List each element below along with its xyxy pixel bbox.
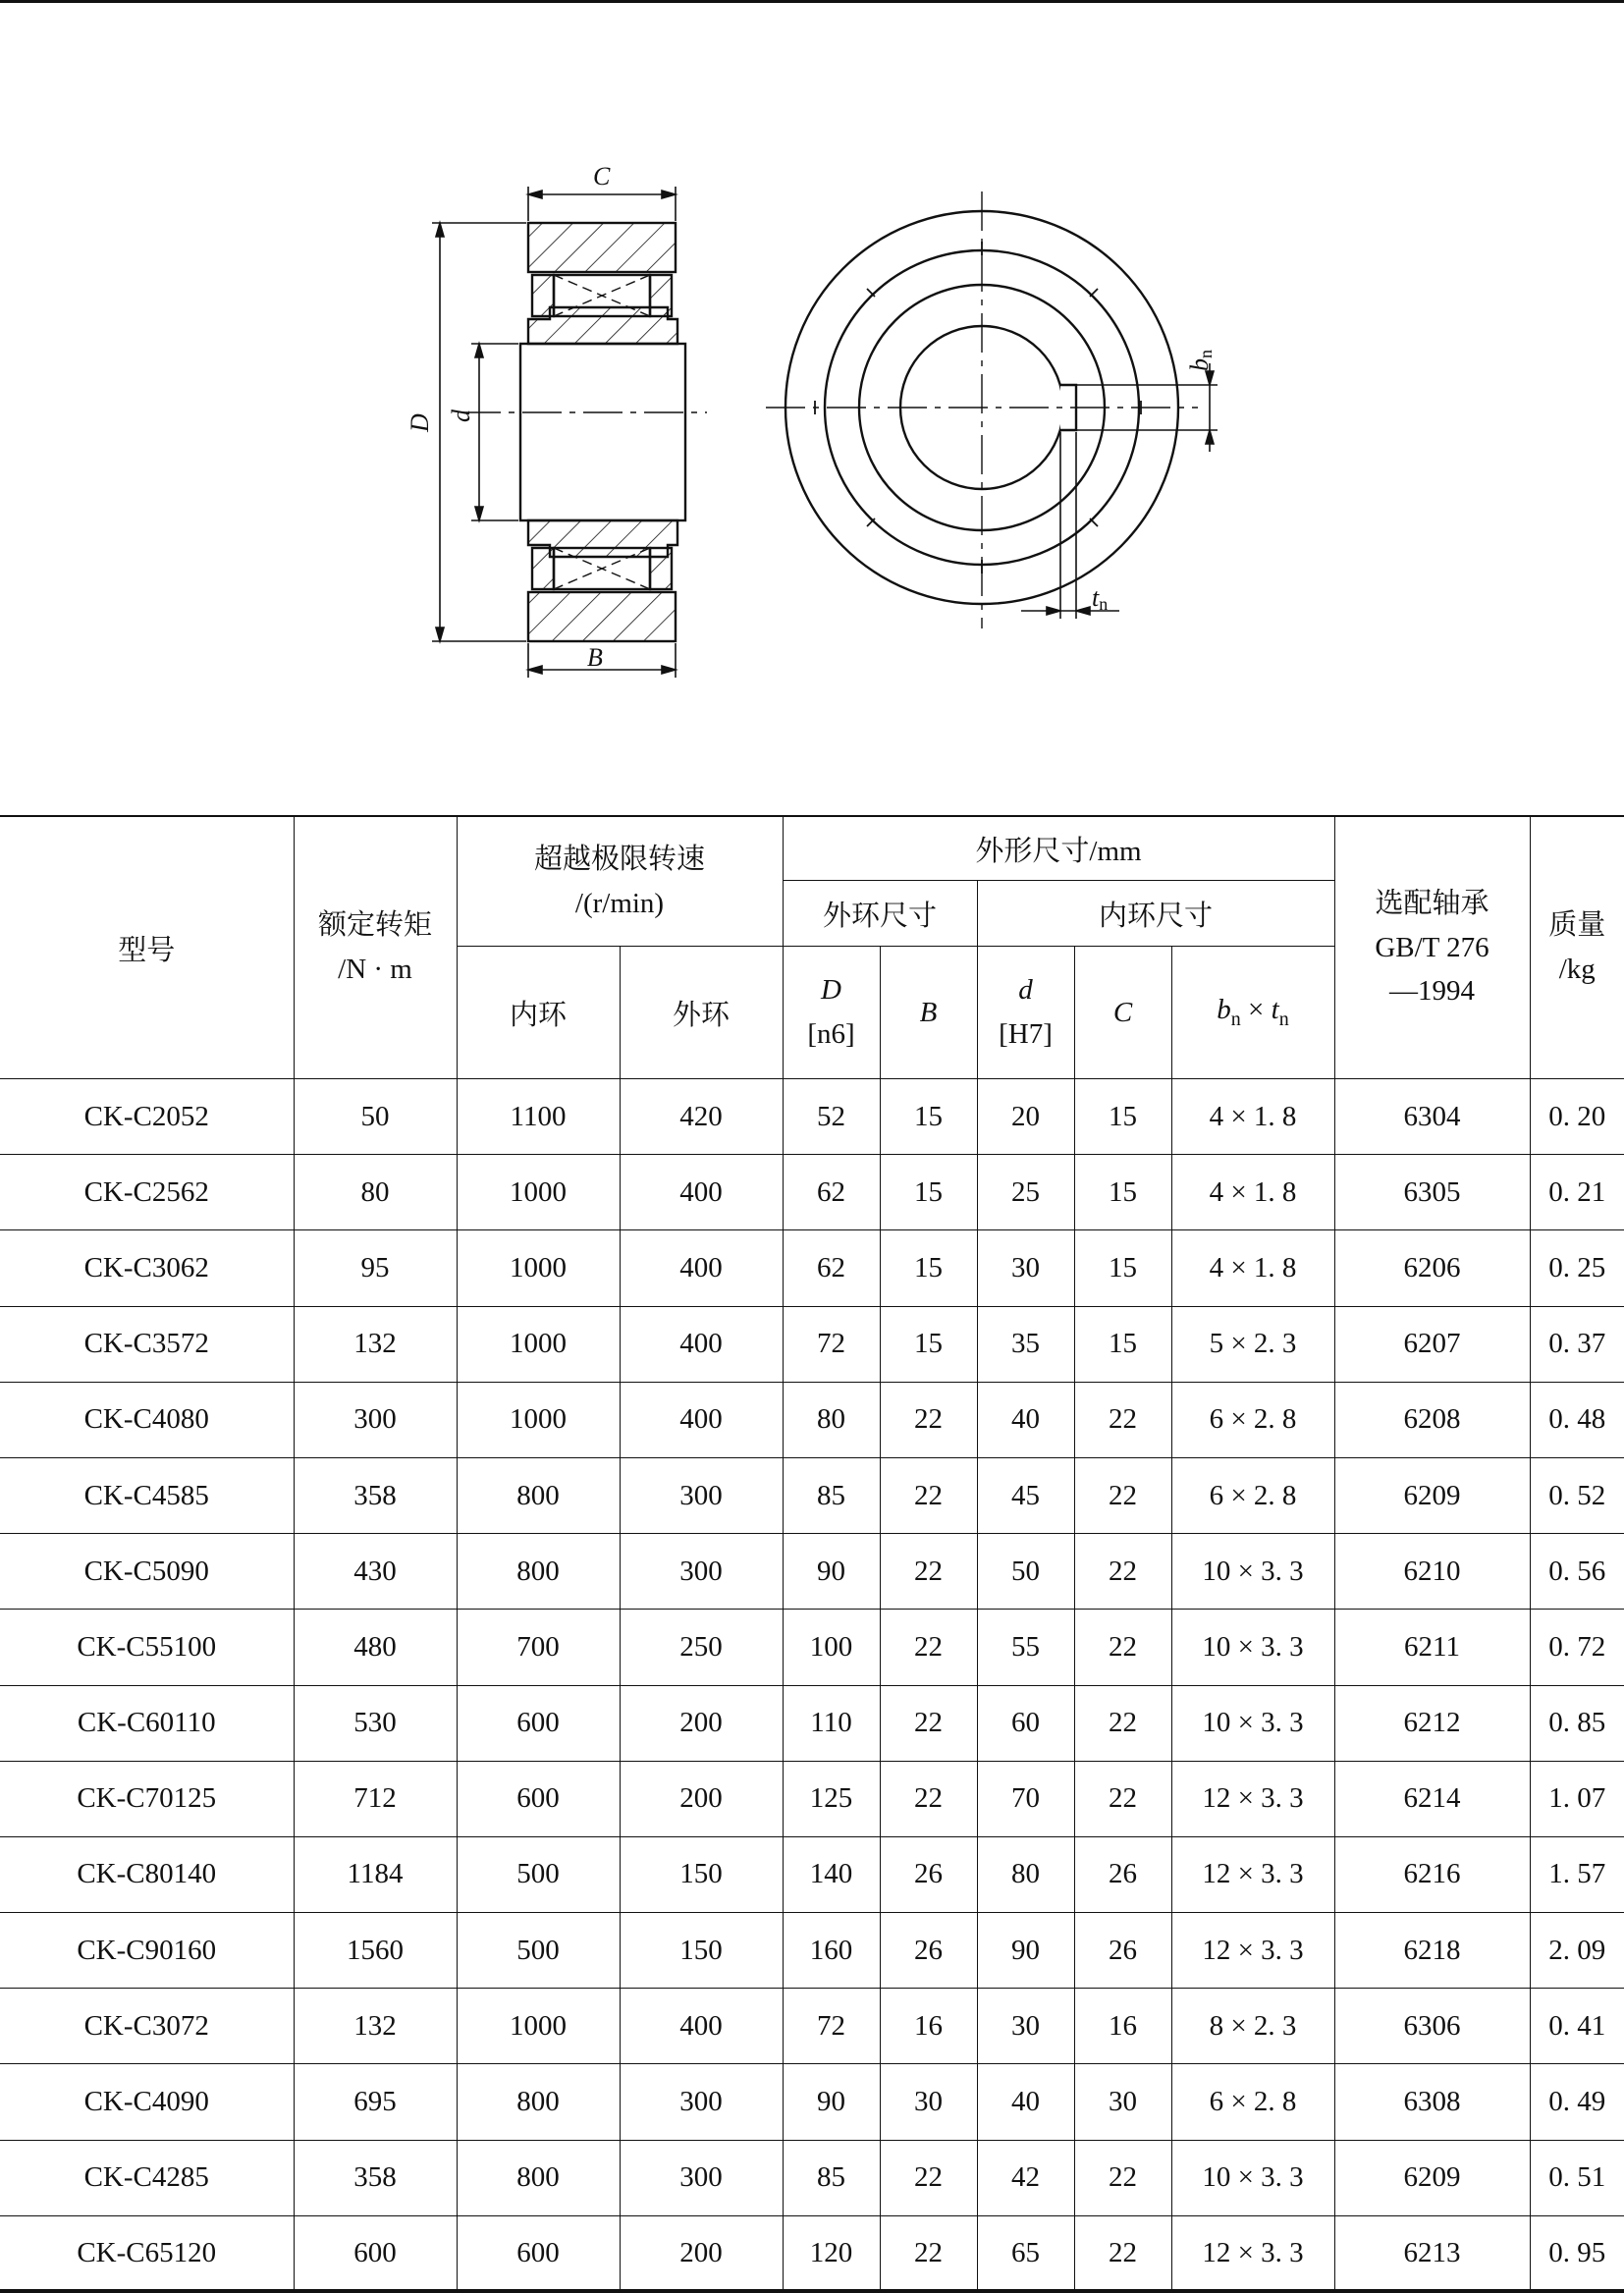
cell-B: 22 (880, 2215, 977, 2291)
table-row (0, 1155, 1624, 1230)
cell-B: 22 (880, 1382, 977, 1457)
label-D: D (406, 413, 434, 432)
cell-B: 15 (880, 1230, 977, 1306)
col-d: d [H7] (977, 947, 1074, 1079)
cell-mass: 0. 95 (1530, 2215, 1624, 2291)
cell-model: CK-C2562 (0, 1155, 294, 1230)
cell-speed-outer: 250 (620, 1610, 783, 1685)
cell-D: 52 (783, 1079, 880, 1155)
col-outer-ring-dims: 外环尺寸 (783, 881, 977, 947)
cell-B: 26 (880, 1836, 977, 1912)
cell-speed-outer: 420 (620, 1079, 783, 1155)
cell-speed-outer: 150 (620, 1913, 783, 1989)
cell-d: 55 (977, 1610, 1074, 1685)
section-view (461, 223, 707, 641)
cell-torque: 695 (294, 2064, 457, 2140)
cell-torque: 1184 (294, 1836, 457, 1912)
cell-torque: 430 (294, 1534, 457, 1610)
cell-bearing: 6209 (1334, 2140, 1530, 2215)
cell-speed-inner: 1000 (457, 1230, 620, 1306)
cell-speed-inner: 1000 (457, 1155, 620, 1230)
cell-torque: 80 (294, 1155, 457, 1230)
cell-torque: 132 (294, 1306, 457, 1382)
cell-B: 22 (880, 1761, 977, 1836)
cell-mass: 0. 85 (1530, 1685, 1624, 1761)
cell-model: CK-C3072 (0, 1989, 294, 2064)
clutch-drawing-svg (373, 147, 1257, 678)
cell-d: 35 (977, 1306, 1074, 1382)
cell-bearing: 6208 (1334, 1382, 1530, 1457)
cell-bearing: 6305 (1334, 1155, 1530, 1230)
cell-keyway: 12 × 3. 3 (1171, 2215, 1334, 2291)
cell-D: 85 (783, 1457, 880, 1533)
cell-D: 80 (783, 1382, 880, 1457)
col-model: 型号 (0, 816, 294, 1079)
cell-B: 26 (880, 1913, 977, 1989)
col-speed-outer: 外环 (620, 947, 783, 1079)
cell-model: CK-C65120 (0, 2215, 294, 2291)
table-row (0, 1685, 1624, 1761)
cell-speed-outer: 200 (620, 2215, 783, 2291)
cell-mass: 0. 21 (1530, 1155, 1624, 1230)
cell-speed-outer: 400 (620, 1155, 783, 1230)
cell-model: CK-C90160 (0, 1913, 294, 1989)
table-row (0, 1610, 1624, 1685)
cell-d: 30 (977, 1989, 1074, 2064)
table-row (0, 1457, 1624, 1533)
cell-d: 80 (977, 1836, 1074, 1912)
cell-model: CK-C3572 (0, 1306, 294, 1382)
cell-keyway: 6 × 2. 8 (1171, 2064, 1334, 2140)
cell-bearing: 6218 (1334, 1913, 1530, 1989)
cell-D: 160 (783, 1913, 880, 1989)
cell-speed-outer: 400 (620, 1382, 783, 1457)
cell-B: 22 (880, 2140, 977, 2215)
spec-table-body (0, 1079, 1624, 2292)
table-row (0, 2064, 1624, 2140)
cell-speed-inner: 800 (457, 2140, 620, 2215)
col-speed-inner: 内环 (457, 947, 620, 1079)
cell-bearing: 6308 (1334, 2064, 1530, 2140)
cell-speed-inner: 800 (457, 2064, 620, 2140)
cell-B: 30 (880, 2064, 977, 2140)
spec-table (0, 815, 1624, 2292)
cell-keyway: 10 × 3. 3 (1171, 2140, 1334, 2215)
label-tn: tn (1092, 583, 1109, 614)
cell-bearing: 6211 (1334, 1610, 1530, 1685)
cell-mass: 1. 07 (1530, 1761, 1624, 1836)
cell-C: 16 (1074, 1989, 1171, 2064)
cell-bearing: 6210 (1334, 1534, 1530, 1610)
cell-D: 120 (783, 2215, 880, 2291)
cell-model: CK-C60110 (0, 1685, 294, 1761)
cell-C: 22 (1074, 2215, 1171, 2291)
cell-bearing: 6304 (1334, 1079, 1530, 1155)
cell-d: 65 (977, 2215, 1074, 2291)
cell-bearing: 6214 (1334, 1761, 1530, 1836)
cell-C: 22 (1074, 1610, 1171, 1685)
cell-torque: 600 (294, 2215, 457, 2291)
cell-torque: 358 (294, 1457, 457, 1533)
label-d: d (447, 409, 475, 422)
cell-keyway: 5 × 2. 3 (1171, 1306, 1334, 1382)
cell-d: 25 (977, 1155, 1074, 1230)
cell-keyway: 6 × 2. 8 (1171, 1382, 1334, 1457)
cell-torque: 480 (294, 1610, 457, 1685)
cell-bearing: 6206 (1334, 1230, 1530, 1306)
cell-speed-inner: 700 (457, 1610, 620, 1685)
cell-C: 26 (1074, 1913, 1171, 1989)
cell-C: 15 (1074, 1079, 1171, 1155)
cell-mass: 0. 48 (1530, 1382, 1624, 1457)
cell-speed-outer: 400 (620, 1989, 783, 2064)
cell-speed-inner: 1000 (457, 1306, 620, 1382)
table-row (0, 1382, 1624, 1457)
cell-mass: 0. 41 (1530, 1989, 1624, 2064)
label-C: C (593, 162, 611, 191)
cell-bearing: 6216 (1334, 1836, 1530, 1912)
cell-d: 40 (977, 2064, 1074, 2140)
cell-keyway: 12 × 3. 3 (1171, 1913, 1334, 1989)
cell-model: CK-C80140 (0, 1836, 294, 1912)
cell-model: CK-C3062 (0, 1230, 294, 1306)
cell-speed-outer: 300 (620, 1534, 783, 1610)
cell-speed-outer: 400 (620, 1306, 783, 1382)
cell-D: 72 (783, 1989, 880, 2064)
cell-d: 50 (977, 1534, 1074, 1610)
col-D: D [n6] (783, 947, 880, 1079)
cell-C: 15 (1074, 1230, 1171, 1306)
cell-mass: 0. 20 (1530, 1079, 1624, 1155)
cell-d: 40 (977, 1382, 1074, 1457)
label-B: B (587, 643, 603, 672)
cell-mass: 0. 52 (1530, 1457, 1624, 1533)
cell-speed-outer: 150 (620, 1836, 783, 1912)
table-row (0, 1761, 1624, 1836)
cell-speed-outer: 200 (620, 1685, 783, 1761)
cell-speed-inner: 600 (457, 1761, 620, 1836)
cell-B: 22 (880, 1457, 977, 1533)
cell-model: CK-C2052 (0, 1079, 294, 1155)
cell-D: 90 (783, 2064, 880, 2140)
cell-keyway: 10 × 3. 3 (1171, 1610, 1334, 1685)
cell-C: 22 (1074, 1761, 1171, 1836)
cell-speed-outer: 300 (620, 2140, 783, 2215)
cell-torque: 358 (294, 2140, 457, 2215)
cell-keyway: 4 × 1. 8 (1171, 1079, 1334, 1155)
table-row (0, 1230, 1624, 1306)
cell-D: 100 (783, 1610, 880, 1685)
cell-speed-inner: 800 (457, 1457, 620, 1533)
inner-ring-top (528, 307, 677, 344)
cell-C: 26 (1074, 1836, 1171, 1912)
cell-B: 22 (880, 1610, 977, 1685)
label-bn: bn (1185, 350, 1216, 371)
outer-ring-top (528, 223, 676, 272)
cell-model: CK-C4585 (0, 1457, 294, 1533)
keyway-dimensions (1021, 363, 1218, 619)
cell-B: 16 (880, 1989, 977, 2064)
cell-D: 125 (783, 1761, 880, 1836)
cell-mass: 2. 09 (1530, 1913, 1624, 1989)
cell-keyway: 12 × 3. 3 (1171, 1836, 1334, 1912)
col-C: C (1074, 947, 1171, 1079)
cell-speed-inner: 1000 (457, 1382, 620, 1457)
cell-speed-inner: 800 (457, 1534, 620, 1610)
table-row (0, 1079, 1624, 1155)
cell-mass: 0. 56 (1530, 1534, 1624, 1610)
cell-B: 15 (880, 1155, 977, 1230)
cell-mass: 0. 72 (1530, 1610, 1624, 1685)
cell-C: 15 (1074, 1155, 1171, 1230)
cell-speed-outer: 300 (620, 2064, 783, 2140)
cell-speed-inner: 500 (457, 1913, 620, 1989)
front-view (766, 191, 1198, 628)
cell-bearing: 6306 (1334, 1989, 1530, 2064)
col-B: B (880, 947, 977, 1079)
cell-d: 20 (977, 1079, 1074, 1155)
cell-speed-inner: 600 (457, 2215, 620, 2291)
cell-torque: 300 (294, 1382, 457, 1457)
cell-model: CK-C4285 (0, 2140, 294, 2215)
cell-d: 30 (977, 1230, 1074, 1306)
cell-bearing: 6207 (1334, 1306, 1530, 1382)
table-row (0, 2215, 1624, 2291)
cell-bearing: 6212 (1334, 1685, 1530, 1761)
cell-bearing: 6213 (1334, 2215, 1530, 2291)
cell-speed-outer: 400 (620, 1230, 783, 1306)
outer-ring-bottom (528, 592, 676, 641)
cell-keyway: 10 × 3. 3 (1171, 1685, 1334, 1761)
cell-d: 90 (977, 1913, 1074, 1989)
cell-D: 90 (783, 1534, 880, 1610)
cell-C: 22 (1074, 2140, 1171, 2215)
col-inner-ring-dims: 内环尺寸 (977, 881, 1334, 947)
bottom-rule (0, 2289, 1624, 2293)
col-bearing: 选配轴承 GB/T 276 —1994 (1334, 816, 1530, 1079)
cell-torque: 132 (294, 1989, 457, 2064)
cell-speed-inner: 600 (457, 1685, 620, 1761)
cell-C: 30 (1074, 2064, 1171, 2140)
clutch-drawing (373, 147, 1257, 678)
cell-mass: 0. 49 (1530, 2064, 1624, 2140)
table-row (0, 1534, 1624, 1610)
cell-model: CK-C5090 (0, 1534, 294, 1610)
cell-speed-outer: 200 (620, 1761, 783, 1836)
cell-torque: 1560 (294, 1913, 457, 1989)
cell-D: 62 (783, 1155, 880, 1230)
table-row (0, 1306, 1624, 1382)
cell-B: 15 (880, 1079, 977, 1155)
cell-speed-inner: 500 (457, 1836, 620, 1912)
cell-keyway: 4 × 1. 8 (1171, 1155, 1334, 1230)
table-row (0, 1989, 1624, 2064)
cell-mass: 0. 51 (1530, 2140, 1624, 2215)
table-row (0, 2140, 1624, 2215)
cell-d: 45 (977, 1457, 1074, 1533)
header-row-1 (0, 816, 1624, 881)
cell-keyway: 10 × 3. 3 (1171, 1534, 1334, 1610)
cell-keyway: 4 × 1. 8 (1171, 1230, 1334, 1306)
table-row (0, 1913, 1624, 1989)
col-mass: 质量 /kg (1530, 816, 1624, 1079)
cell-torque: 712 (294, 1761, 457, 1836)
cell-torque: 95 (294, 1230, 457, 1306)
cell-B: 22 (880, 1685, 977, 1761)
cell-d: 70 (977, 1761, 1074, 1836)
cell-model: CK-C55100 (0, 1610, 294, 1685)
cell-D: 62 (783, 1230, 880, 1306)
cell-d: 60 (977, 1685, 1074, 1761)
cell-B: 22 (880, 1534, 977, 1610)
cell-C: 22 (1074, 1685, 1171, 1761)
cell-mass: 0. 25 (1530, 1230, 1624, 1306)
cell-speed-inner: 1100 (457, 1079, 620, 1155)
cell-mass: 1. 57 (1530, 1836, 1624, 1912)
cell-C: 22 (1074, 1534, 1171, 1610)
cell-B: 15 (880, 1306, 977, 1382)
cell-D: 110 (783, 1685, 880, 1761)
cell-keyway: 8 × 2. 3 (1171, 1989, 1334, 2064)
bore (520, 344, 685, 520)
cell-keyway: 12 × 3. 3 (1171, 1761, 1334, 1836)
col-dims: 外形尺寸/mm (783, 816, 1334, 881)
cell-D: 85 (783, 2140, 880, 2215)
cell-bearing: 6209 (1334, 1457, 1530, 1533)
cell-torque: 530 (294, 1685, 457, 1761)
cell-model: CK-C4090 (0, 2064, 294, 2140)
cell-keyway: 6 × 2. 8 (1171, 1457, 1334, 1533)
cell-D: 72 (783, 1306, 880, 1382)
cell-model: CK-C70125 (0, 1761, 294, 1836)
col-speed: 超越极限转速 /(r/min) (457, 816, 783, 947)
cell-mass: 0. 37 (1530, 1306, 1624, 1382)
cell-speed-outer: 300 (620, 1457, 783, 1533)
table-row (0, 1836, 1624, 1912)
col-torque: 额定转矩 /N · m (294, 816, 457, 1079)
cell-d: 42 (977, 2140, 1074, 2215)
cell-D: 140 (783, 1836, 880, 1912)
cell-C: 15 (1074, 1306, 1171, 1382)
cell-C: 22 (1074, 1457, 1171, 1533)
col-keyway: $b_n \times t_n$ (1171, 947, 1334, 1079)
top-rule (0, 0, 1624, 3)
cell-torque: 50 (294, 1079, 457, 1155)
cell-model: CK-C4080 (0, 1382, 294, 1457)
cell-speed-inner: 1000 (457, 1989, 620, 2064)
cell-C: 22 (1074, 1382, 1171, 1457)
